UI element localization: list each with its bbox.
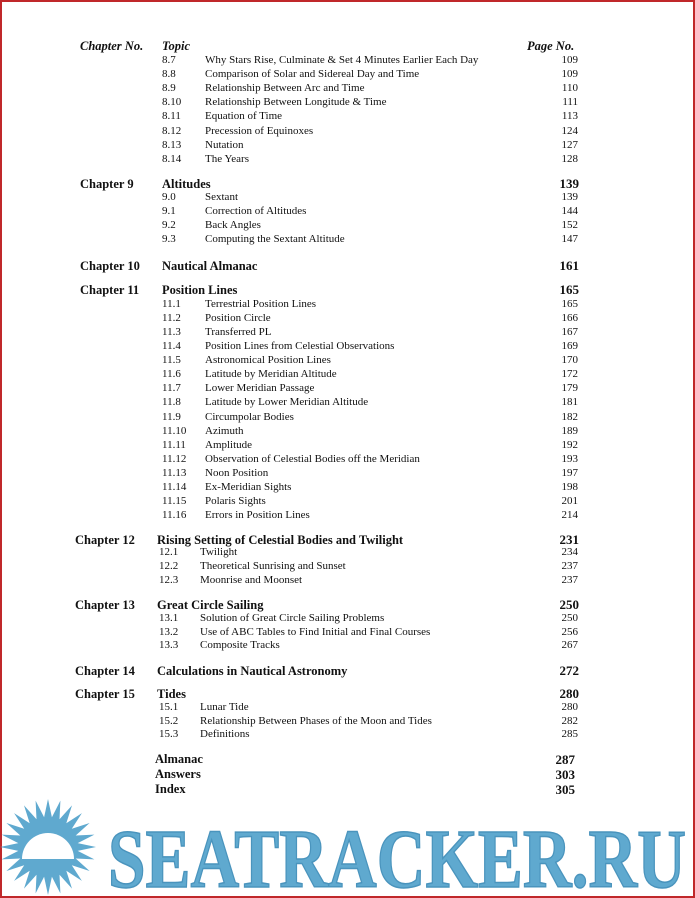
section-number: 8.14 [162, 153, 182, 165]
section-title: Why Stars Rise, Culminate & Set 4 Minutes Earlier Each Day [205, 54, 479, 66]
section-title: Precession of Equinoxes [205, 125, 314, 137]
chapter-page: 165 [559, 282, 579, 297]
section-number: 9.1 [162, 205, 176, 217]
section-number: 12.1 [159, 546, 179, 558]
section-page: 127 [561, 139, 578, 151]
section-title: Position Lines from Celestial Observations [205, 340, 395, 352]
section-page: 144 [561, 205, 578, 217]
section-number: 15.3 [159, 728, 179, 740]
section-page: 237 [561, 560, 578, 572]
section-title: Use of ABC Tables to Find Initial and Final Courses [200, 626, 431, 638]
section-page: 182 [561, 411, 578, 423]
section-number: 8.10 [162, 96, 182, 108]
chapter-label: Chapter 13 [75, 598, 135, 612]
chapter-label: Chapter 10 [80, 259, 140, 273]
header-page-no: Page No. [527, 39, 575, 53]
section-number: 8.9 [162, 82, 176, 94]
section-number: 11.13 [162, 467, 187, 479]
section-title: Latitude by Lower Meridian Altitude [205, 396, 369, 408]
section-page: 256 [561, 626, 578, 638]
back-matter-title: Answers [155, 767, 201, 781]
section-number: 8.11 [162, 110, 181, 122]
section-title: Theoretical Sunrising and Sunset [200, 560, 346, 572]
section-title: Lunar Tide [200, 701, 249, 713]
section-title: Lower Meridian Passage [205, 382, 315, 394]
svg-text:SEATRACKER.RU: SEATRACKER.RU [108, 813, 686, 898]
section-page: 169 [561, 340, 578, 352]
section-title: Noon Position [205, 467, 269, 479]
section-page: 113 [561, 110, 578, 122]
chapter-title: Great Circle Sailing [157, 598, 264, 612]
sun-icon [0, 799, 96, 895]
section-page: 139 [561, 191, 578, 203]
section-title: Observation of Celestial Bodies off the Meridian [205, 453, 420, 465]
section-number: 11.6 [162, 368, 181, 380]
chapter-label: Chapter 9 [80, 177, 134, 191]
section-page: 189 [561, 425, 578, 437]
section-title: Polaris Sights [205, 495, 266, 507]
section-title: Nutation [205, 139, 244, 151]
section-page: 179 [561, 382, 578, 394]
section-number: 11.8 [162, 396, 181, 408]
section-page: 197 [561, 467, 578, 479]
section-number: 9.0 [162, 191, 176, 203]
section-title: Ex-Meridian Sights [205, 481, 292, 493]
section-number: 11.14 [162, 481, 187, 493]
chapter-page: 280 [559, 686, 579, 701]
chapter-label: Chapter 14 [75, 664, 135, 678]
section-number: 11.12 [162, 453, 187, 465]
chapter-page: 161 [559, 258, 579, 273]
section-page: 109 [561, 54, 578, 66]
chapter-title: Tides [157, 687, 186, 701]
section-number: 12.2 [159, 560, 179, 572]
section-page: 193 [561, 453, 578, 465]
section-title: Relationship Between Arc and Time [205, 82, 365, 94]
chapter-title: Nautical Almanac [162, 259, 258, 273]
section-title: Sextant [205, 191, 238, 203]
section-title: Comparison of Solar and Sidereal Day and Time [205, 68, 420, 80]
section-number: 11.4 [162, 340, 181, 352]
section-number: 11.11 [162, 439, 186, 451]
section-page: 214 [561, 509, 578, 521]
section-number: 8.8 [162, 68, 176, 80]
section-title: Composite Tracks [200, 639, 280, 651]
header-chapter-no: Chapter No. [80, 39, 144, 53]
section-page: 109 [561, 68, 578, 80]
section-page: 181 [561, 396, 578, 408]
section-title: Position Circle [205, 312, 271, 324]
back-matter-page: 287 [555, 752, 575, 767]
section-page: 192 [561, 439, 578, 451]
section-number: 11.3 [162, 326, 181, 338]
section-title: Amplitude [205, 439, 253, 451]
chapter-title: Position Lines [162, 283, 238, 297]
back-matter-title: Almanac [155, 752, 203, 766]
chapter-page: 250 [559, 597, 579, 612]
section-number: 15.2 [159, 715, 179, 727]
section-page: 124 [561, 125, 578, 137]
chapter-page: 231 [559, 532, 579, 547]
section-number: 11.1 [162, 298, 181, 310]
chapter-page: 139 [559, 176, 579, 191]
section-title: Solution of Great Circle Sailing Problems [200, 612, 385, 624]
section-title: Definitions [200, 728, 250, 740]
section-number: 9.2 [162, 219, 176, 231]
back-matter-title: Index [155, 782, 186, 796]
section-title: Circumpolar Bodies [205, 411, 294, 423]
section-page: 152 [561, 219, 578, 231]
section-page: 165 [561, 298, 578, 310]
section-number: 12.3 [159, 574, 179, 586]
section-title: Latitude by Meridian Altitude [205, 368, 337, 380]
section-page: 111 [562, 96, 578, 108]
back-matter-page: 305 [555, 782, 575, 797]
chapter-label: Chapter 15 [75, 687, 135, 701]
section-number: 9.3 [162, 233, 176, 245]
section-page: 170 [561, 354, 578, 366]
section-number: 11.7 [162, 382, 181, 394]
section-page: 234 [561, 546, 578, 558]
section-title: Back Angles [205, 219, 261, 231]
section-number: 11.10 [162, 425, 187, 437]
section-page: 172 [561, 368, 578, 380]
section-number: 13.3 [159, 639, 179, 651]
section-title: Terrestrial Position Lines [205, 298, 317, 310]
section-title: Astronomical Position Lines [205, 354, 331, 366]
chapter-title: Altitudes [162, 177, 211, 191]
section-number: 13.1 [159, 612, 179, 624]
section-title: Computing the Sextant Altitude [205, 233, 345, 245]
section-number: 15.1 [159, 701, 179, 713]
section-number: 11.16 [162, 509, 187, 521]
section-page: 237 [561, 574, 578, 586]
section-number: 11.5 [162, 354, 181, 366]
section-number: 8.12 [162, 125, 182, 137]
section-page: 166 [561, 312, 578, 324]
section-title: Correction of Altitudes [205, 205, 307, 217]
back-matter-page: 303 [555, 767, 575, 782]
section-page: 282 [561, 715, 578, 727]
chapter-page: 272 [559, 663, 579, 678]
section-title: Relationship Between Phases of the Moon and Tides [200, 715, 432, 727]
header-topic: Topic [162, 39, 191, 53]
section-number: 11.9 [162, 411, 181, 423]
section-title: Azimuth [205, 425, 244, 437]
section-title: Twilight [200, 546, 238, 558]
chapter-title: Rising Setting of Celestial Bodies and Twilight [157, 533, 404, 547]
section-page: 110 [561, 82, 578, 94]
section-page: 128 [561, 153, 578, 165]
section-title: Errors in Position Lines [205, 509, 310, 521]
section-page: 250 [561, 612, 578, 624]
section-number: 11.2 [162, 312, 181, 324]
section-title: Equation of Time [205, 110, 283, 122]
chapter-title: Calculations in Nautical Astronomy [157, 664, 348, 678]
section-number: 11.15 [162, 495, 187, 507]
section-title: The Years [205, 153, 249, 165]
section-page: 267 [561, 639, 578, 651]
section-number: 13.2 [159, 626, 179, 638]
chapter-label: Chapter 12 [75, 533, 135, 547]
section-number: 8.13 [162, 139, 182, 151]
section-page: 280 [561, 701, 578, 713]
seatracker-watermark-logo [0, 795, 695, 898]
chapter-label: Chapter 11 [80, 283, 140, 297]
section-title: Relationship Between Longitude & Time [205, 96, 387, 108]
section-page: 167 [561, 326, 578, 338]
section-page: 198 [561, 481, 578, 493]
section-page: 147 [561, 233, 578, 245]
section-title: Transferred PL [205, 326, 272, 338]
section-page: 285 [561, 728, 578, 740]
section-number: 8.7 [162, 54, 176, 66]
section-page: 201 [561, 495, 578, 507]
section-title: Moonrise and Moonset [200, 574, 303, 586]
